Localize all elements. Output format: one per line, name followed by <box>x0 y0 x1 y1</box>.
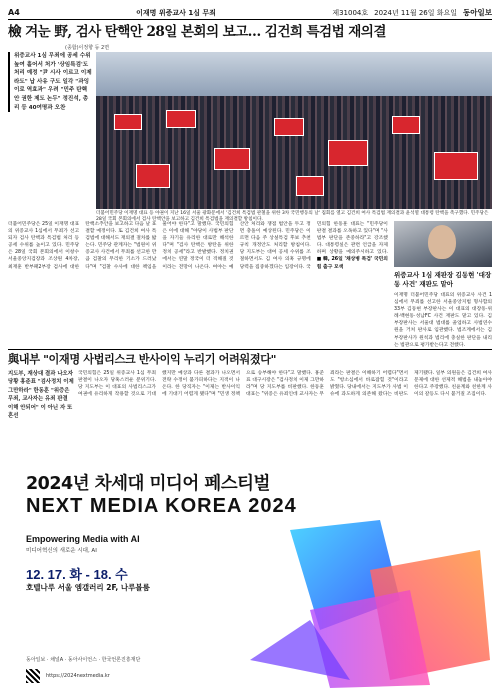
ad-organizers: 동아일보 · 채널A · 동아사이언스 · 한국언론진흥재단 <box>26 657 141 663</box>
sidebar-headline: 위증교사 1심 재판장 김동현 '대장동 사건' 재판도 맡아 <box>394 271 492 288</box>
issue-date: 2024년 11월 26일 화요일 <box>374 8 458 17</box>
protest-sign <box>296 176 324 196</box>
protest-sign <box>214 148 250 170</box>
protest-sign <box>166 110 196 128</box>
protest-sign <box>114 114 142 130</box>
ad-tagline-kr: 미디어혁신의 새로운 시대, AI <box>26 548 97 554</box>
second-article-body: 국민의힘은 25일 위증교사 1심 무죄 판결이 나오자 당혹스러운 분위기다. 당 지도부는 이 대표의 사법리스크가 여권에 유리하게 작용할 것으로 기대했지만 예상과 다른 결과가 나오면서 전략 수정이 불가피하다는 지적이 나온다. 한 당직자는 "이제는 반사이익에 기대기 어렵게 됐다"며 "민생 정책으로 승부해야 한다"고 말했다. 홍준표 대구시장은 "검사정치 이제 그만하라"며 당 지도부를 비판했다. 한동훈 대표는 "위증은 유죄인데 교사자는 무죄라는 판결은 이해하기 어렵다"면서도 "항소심에서 바로잡힐 것"이라고 밝혔다. 당내에서는 지도부가 사법 이슈에 과도하게 의존해 왔다는 비판도 제기됐다. 일부 의원들은 김건희 여사 문제에 대한 선제적 해법을 내놓아야 한다고 주장했다. 친윤계와 친한계 사이의 갈등도 다시 불거질 조짐이다. <box>78 371 492 398</box>
newspaper-logo: 동아일보 <box>463 8 492 17</box>
protest-sign <box>274 118 304 136</box>
ad-brand: NEXT MEDIA KOREA 2024 <box>26 495 297 517</box>
media-festival-ad <box>0 462 500 691</box>
page-header <box>8 6 492 20</box>
judge-portrait <box>394 221 492 267</box>
protest-sign <box>434 152 478 180</box>
ad-title: 2024년 차세대 미디어 페스티벌 <box>26 474 270 494</box>
ad-url[interactable]: https://2024nextmedia.kr <box>46 673 110 679</box>
ad-footer <box>26 669 110 683</box>
ad-tagline: Empowering Media with AI <box>26 534 140 544</box>
section-divider <box>8 349 492 350</box>
portrait-face <box>428 225 456 259</box>
second-headline: 與내부 "이재명 사법리스크 반사이익 누리기 어려워졌다" <box>8 352 277 366</box>
article-text: 더불어민주당은 25일 이재명 대표의 위증교사 1심에서 무죄가 선고되자 검사 탄핵과 특검법 처리 등 공세 수위를 높이고 있다. 민주당은 28일 국회 본회의에서 이창수 서울중앙지검장과 조상원 4차장, 최재훈 반부패2부장 검사에 대한 탄핵소추안을 보고하고 다음 날 표결할 예정이다. 또 김건희 여사 특검법에 대해서도 재의결 절차를 밟는다. 민주당 관계자는 "법원이 위증교사 사건에서 무죄를 선고한 만큼 검찰의 무리한 기소가 드러났다"며 "검찰 수사에 대한 책임을 물어야 한다"고 말했다. 국민의힘은 이에 대해 "야당이 사법부 판단을 자기들 유리한 대로만 해석한다"며 "검사 탄핵은 방탄을 위한 정치 공세"라고 반발했다. 정치권에서는 연말 정국이 더 격해질 것이라는 전망이 나온다. 여야는 예산안 처리와 쟁점 법안을 두고 정면 충돌이 예상된다. 민주당은 이르면 다음 주 상설특검 후보 추천 규칙 개정안도 처리할 방침이다. 당 지도부는 대여 공세 수위를 조절하면서도 김 여사 의혹 규명에 당력을 집중하겠다는 입장이다. 국민의힘 한동훈 대표는 "민주당이 판결 결과를 오독하고 있다"며 "사법부 판단을 존중하라"고 강조했다. 대통령실은 관련 언급을 자제하며 상황을 예의주시하고 있다. <box>8 222 388 270</box>
sidebar-body: 이재명 더불어민주당 대표의 위증교사 사건 1심에서 무죄를 선고한 서울중앙지법 형사합의33부 김동현 부장판사는 이 대표의 대장동·위례·백현동·성남FC 사건 재판도 맡고 있다. 김 부장판사는 서울대 법대를 졸업하고 사법연수원을 거쳐 판사로 임관했다. 법조계에서는 김 부장판사가 원칙과 법리에 충실한 판단을 내리는 법관으로 평가받는다고 전했다. <box>394 293 492 348</box>
ad-graphic <box>230 510 500 690</box>
byline: (종합)이정향 등 2면 <box>65 45 110 51</box>
article-subhead: ■ 韓, 26일 '채상병 특검' 국민의힘 출구 모색 <box>316 257 388 270</box>
header-meta <box>332 7 492 18</box>
photo-sky <box>96 52 492 96</box>
protest-sign <box>392 116 420 134</box>
main-headline: 檢 겨눈 野, 검사 탄핵안 28일 본회의 보고… 김건희 특검법 재의결 <box>8 24 386 40</box>
lead-summary: 위증교사 1심 무죄에 공세 수위 높여 홀어서 처가 '상임특검'도 처리 예정 "尹 시사 이르고 이제라도" 납 사유 구도 일각 "과잉 이로 역효과" 우려 "민주 탄핵안 권한 제도 논두" 정진석, 총리 등 40여명과 오찬 <box>8 52 92 112</box>
issue-number: 제31004호 <box>332 8 369 17</box>
ad-dates: 12. 17. 화 - 18. 수 <box>26 567 128 582</box>
main-article-body <box>8 221 388 349</box>
protest-sign <box>136 164 170 188</box>
rally-photo <box>96 52 492 209</box>
photo-caption: 더불어민주당 이재명 대표 등 야권이 지난 16일 서울 광화문에서 '김건희 특검법 관철을 위한 3차 국민행동의 날' 집회를 열고 김건희 여사 특검법 재의결과 윤석열 대통령 탄핵을 촉구했다. 민주당은 28일 국회 본회의에서 검사 탄핵안을 보고하고 김건희 특검법을 재의결할 방침이다. <box>96 211 489 223</box>
page-number: A4 <box>8 8 20 17</box>
photo-crowd <box>96 96 492 209</box>
protest-sign <box>328 140 368 166</box>
ad-venue: 호텔나루 서울 엠갤러리 2F, 나루볼룸 <box>26 583 150 592</box>
lead-column <box>8 52 92 112</box>
second-lead: 지도부, 재상대 결과 나오자 당황 홍준표 "검사정치 이제 그만하라" 한동훈 "위증은 무죄, 교사자는 유죄 판결 이해 안되어" 이 아닌 자 또 혼선 <box>8 371 74 420</box>
qr-code-icon[interactable] <box>26 669 40 683</box>
section-title: 이재명 위증교사 1심 무죄 <box>136 8 216 17</box>
